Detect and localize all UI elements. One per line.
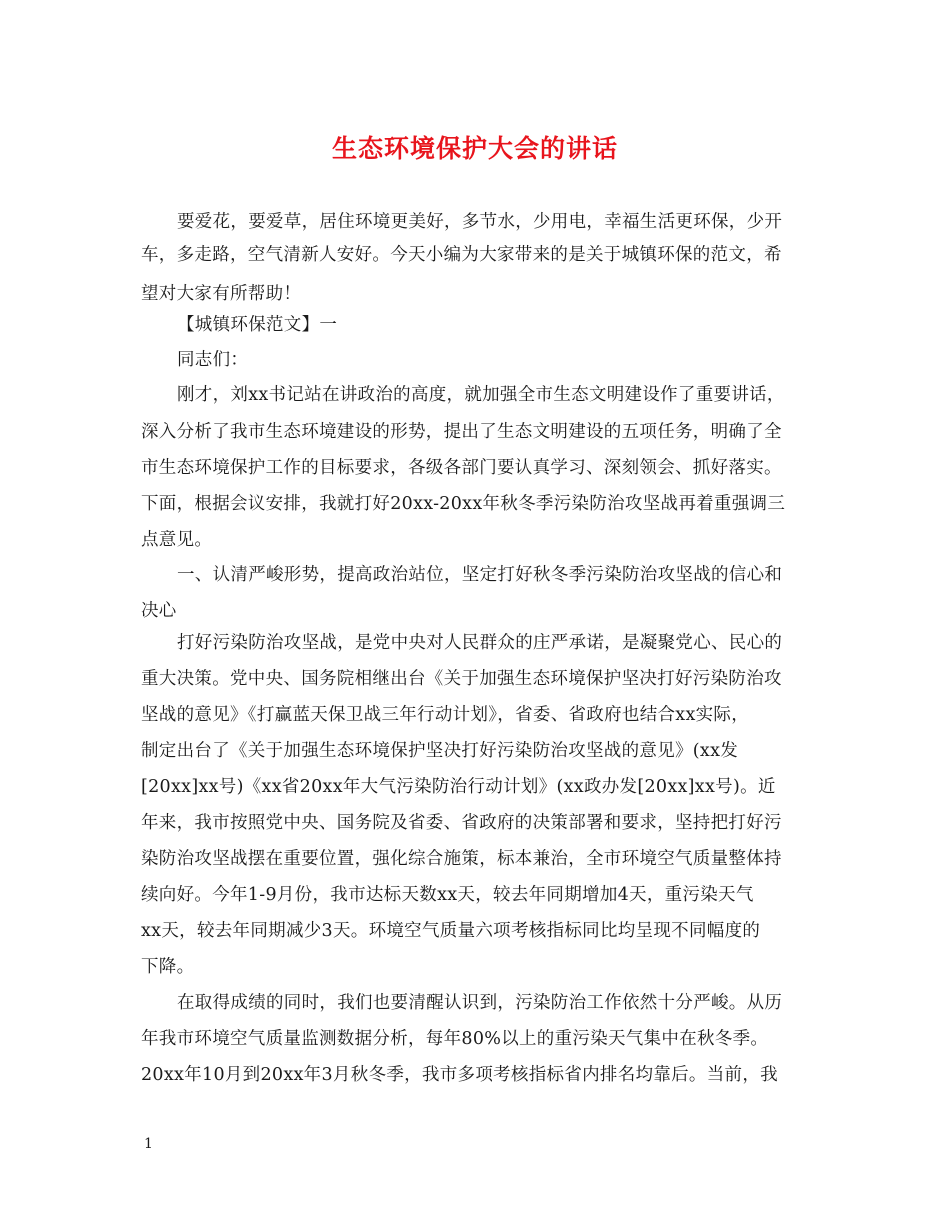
body-line: 下面，根据会议安排，我就打好20xx-20xx年秋冬季污染防治攻坚战再着重强调三 — [141, 494, 786, 514]
body-line: 制定出台了《关于加强生态环境保护坚决打好污染防治攻坚战的意见》(xx发 — [141, 741, 739, 761]
body-line: 车，多走路，空气清新人安好。今天小编为大家带来的是关于城镇环保的范文，希 — [141, 245, 782, 265]
body-line: 年来，我市按照党中央、国务院及省委、省政府的决策部署和要求，坚持把打好污 — [141, 813, 782, 833]
subheading-line: 一、认清严峻形势，提高政治站位，坚定打好秋冬季污染防治攻坚战的信心和 — [177, 565, 783, 585]
body-line: 市生态环境保护工作的目标要求，各级各部门要认真学习、深刻领会、抓好落实。 — [141, 458, 782, 478]
section-heading: 【城镇环保范文】一 — [177, 315, 338, 335]
salutation: 同志们： — [177, 350, 249, 370]
body-line: 年我市环境空气质量监测数据分析，每年80%以上的重污染天气集中在秋冬季。 — [141, 1029, 769, 1049]
page-number: 1 — [144, 1136, 153, 1152]
body-line: 刚才，刘xx书记站在讲政治的高度，就加强全市生态文明建设作了重要讲话， — [177, 385, 785, 405]
body-line: 重大决策。党中央、国务院相继出台《关于加强生态环境保护坚决打好污染防治攻 — [141, 669, 782, 689]
body-line: 深入分析了我市生态环境建设的形势，提出了生态文明建设的五项任务，明确了全 — [141, 422, 782, 442]
body-line: 打好污染防治攻坚战，是党中央对人民群众的庄严承诺，是凝聚党心、民心的 — [177, 633, 783, 653]
body-line: 20xx年10月到20xx年3月秋冬季，我市多项考核指标省内排名均靠后。当前，我 — [141, 1065, 778, 1085]
body-line: 坚战的意见》《打赢蓝天保卫战三年行动计划》，省委、省政府也结合xx实际， — [141, 705, 750, 725]
body-line: 染防治攻坚战摆在重要位置，强化综合施策，标本兼治，全市环境空气质量整体持 — [141, 849, 782, 869]
body-line: 点意见。 — [141, 530, 213, 550]
body-line: 下降。 — [141, 957, 195, 977]
subheading-line: 决心 — [141, 601, 177, 621]
body-line: 要爱花，要爱草，居住环境更美好，多节水，少用电，幸福生活更环保，少开 — [177, 212, 783, 232]
body-line: xx天，较去年同期减少3天。环境空气质量六项考核指标同比均呈现不同幅度的 — [141, 921, 761, 941]
body-line: 在取得成绩的同时，我们也要清醒认识到，污染防治工作依然十分严峻。从历 — [177, 993, 783, 1013]
body-line: [20xx]xx号)《xx省20xx年大气污染防治行动计划》(xx政办发[20xx]xx号)。近 — [141, 777, 776, 797]
body-line: 望对大家有所帮助！ — [141, 284, 302, 304]
body-line: 续向好。今年1-9月份，我市达标天数xx天，较去年同期增加4天，重污染天气 — [141, 885, 754, 905]
document-title: 生态环境保护大会的讲话 — [331, 134, 618, 163]
